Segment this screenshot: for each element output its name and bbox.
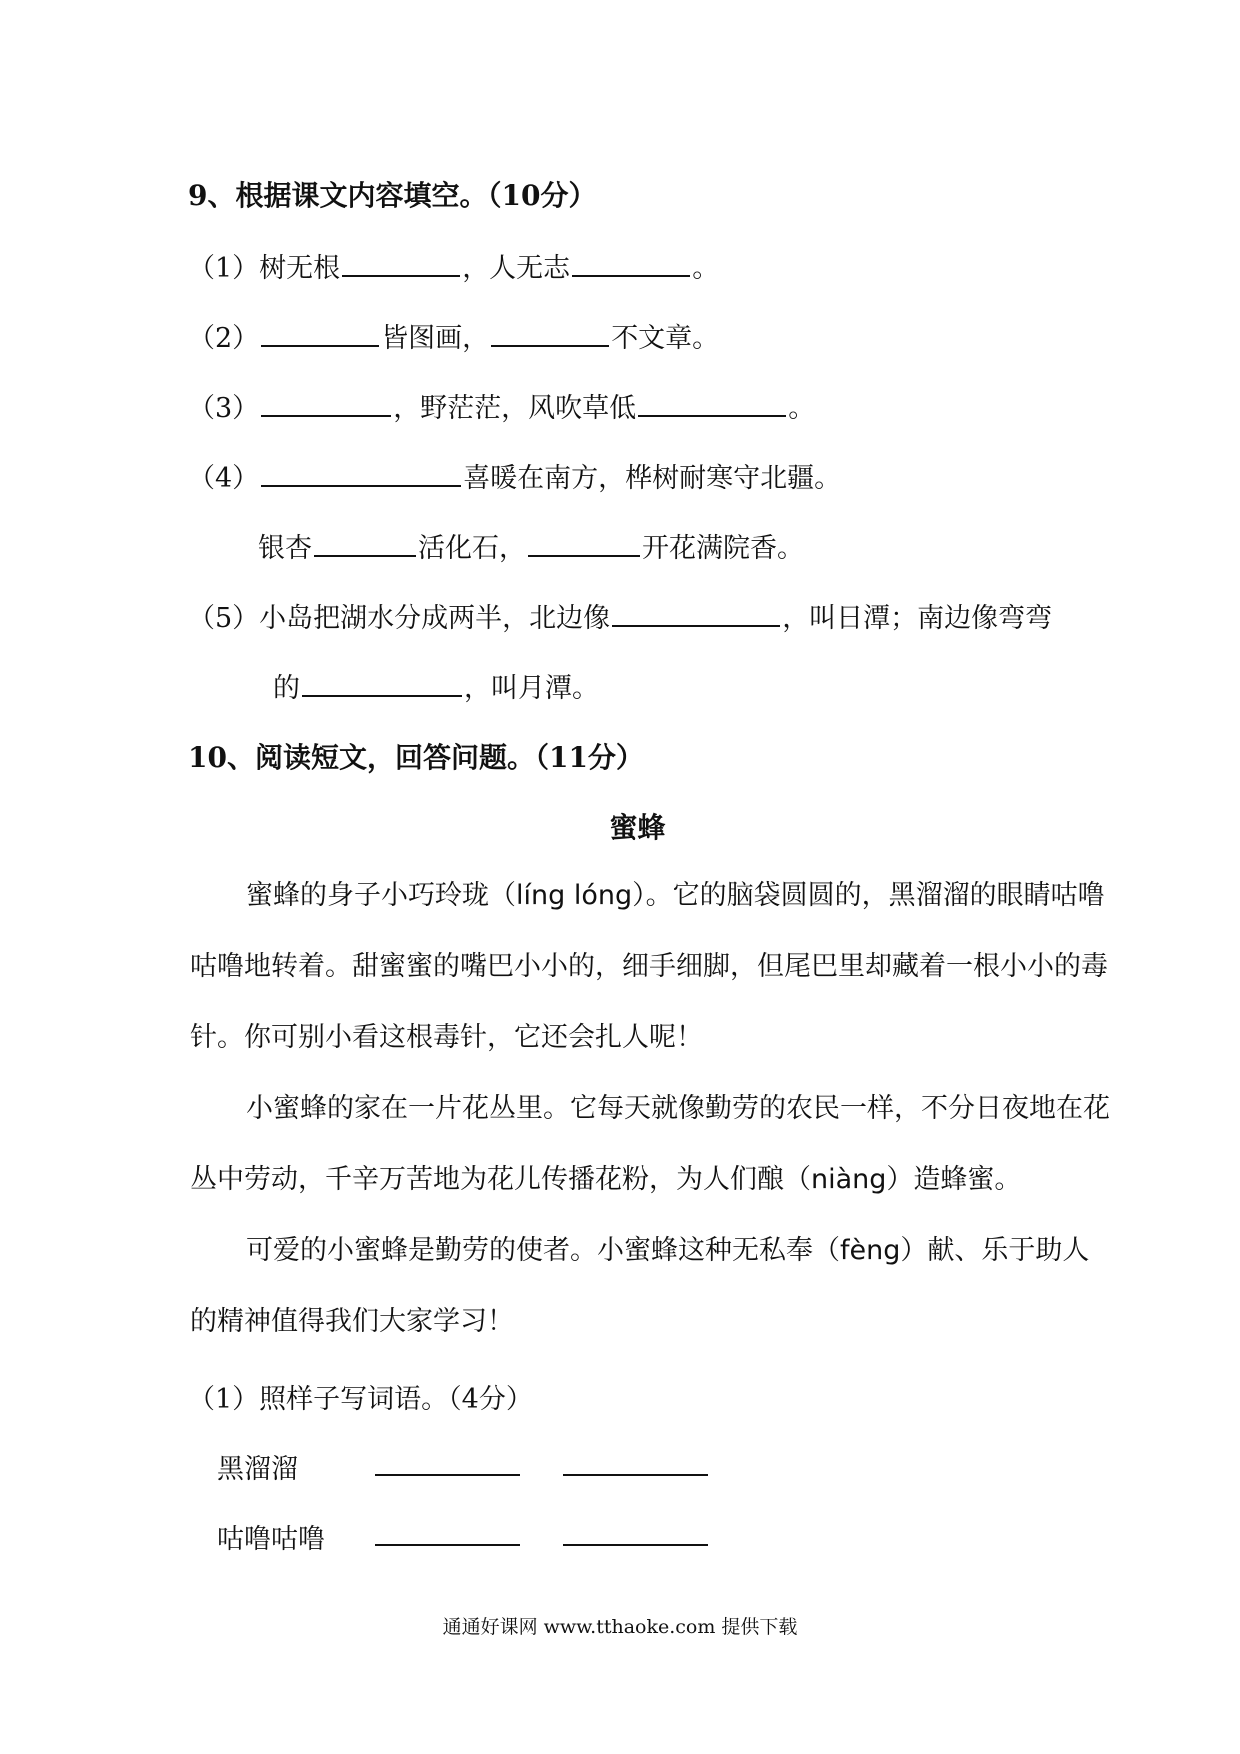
- q9-item-3-text-c: 。: [788, 393, 816, 424]
- answer-line[interactable]: [563, 1544, 708, 1546]
- fill-blank[interactable]: [638, 387, 786, 417]
- fill-blank[interactable]: [612, 597, 780, 627]
- answer-line[interactable]: [375, 1474, 520, 1476]
- q10-sub1: （1）照样子写词语。（4分）: [188, 1384, 533, 1415]
- passage-paragraph-3: 可爱的小蜜蜂是勤劳的使者。小蜜蜂这种无私奉（fèng）献、乐于助人的精神值得我们大家学习！: [190, 1235, 1090, 1337]
- q9-item-2: [188, 317, 719, 359]
- q9-item-5-text-b: ，叫日潭；南边像弯弯: [782, 603, 1053, 634]
- q10-heading: 10、阅读短文，回答问题。（11分）: [188, 741, 644, 774]
- q9-item-5-text-a: （5）小岛把湖水分成两半，北边像: [188, 603, 611, 634]
- q9-item-4: [188, 457, 841, 499]
- q9-item-2-text-c: 不文章。: [611, 323, 720, 354]
- passage-paragraph-2: 小蜜蜂的家在一片花丛里。它每天就像勤劳的农民一样，不分日夜地在花丛中劳动，千辛万苦地为花儿传播花粉，为人们酿（niàng）造蜂蜜。: [190, 1093, 1110, 1195]
- passage-paragraph-1: 蜜蜂的身子小巧玲珑（líng lóng）。它的脑袋圆圆的，黑溜溜的眼睛咕噜咕噜地转着。甜蜜蜜的嘴巴小小的，细手细脚，但尾巴里却藏着一根小小的毒针。你可别小看这根毒针，它还会扎人呢！: [190, 880, 1108, 1053]
- example-word-1: 黑溜溜: [217, 1454, 298, 1485]
- q9-item-5b: [273, 667, 599, 709]
- passage-title: 蜜蜂: [609, 811, 666, 844]
- fill-blank[interactable]: [342, 247, 460, 277]
- q9-item-3-text-b: ，野茫茫，风吹草低: [393, 393, 637, 424]
- q9-item-1-text-b: ，人无志: [462, 253, 571, 284]
- q9-item-5b-text-b: ，叫月潭。: [464, 673, 599, 704]
- fill-blank[interactable]: [261, 317, 379, 347]
- answer-line[interactable]: [563, 1474, 708, 1476]
- q9-item-5: [188, 597, 1052, 639]
- footer-credit: 通通好课网 www.tthaoke.com 提供下载: [442, 1616, 798, 1638]
- fill-blank[interactable]: [314, 527, 416, 557]
- q9-item-4b-text-a: 银杏: [258, 533, 312, 564]
- q9-item-4b-text-c: 开花满院香。: [642, 533, 804, 564]
- passage: [190, 860, 1110, 1357]
- q9-item-1-text-a: （1）树无根: [188, 253, 341, 284]
- q9-item-4-text-b: 喜暖在南方，桦树耐寒守北疆。: [463, 463, 842, 494]
- q9-item-1-text-c: 。: [692, 253, 720, 284]
- q9-item-2-text-b: 皆图画，: [381, 323, 490, 354]
- q9-item-5b-text-a: 的: [273, 673, 300, 704]
- q9-item-4-text-a: （4）: [188, 463, 260, 494]
- fill-blank[interactable]: [572, 247, 690, 277]
- fill-blank[interactable]: [302, 667, 462, 697]
- fill-blank[interactable]: [261, 387, 391, 417]
- answer-line[interactable]: [375, 1544, 520, 1546]
- fill-blank[interactable]: [528, 527, 640, 557]
- q9-item-2-text-a: （2）: [188, 323, 260, 354]
- q9-item-3-text-a: （3）: [188, 393, 260, 424]
- fill-blank[interactable]: [491, 317, 609, 347]
- q9-item-1: [188, 247, 719, 289]
- q9-heading: 9、根据课文内容填空。（10分）: [188, 179, 597, 212]
- q9-item-4b-text-b: 活化石，: [418, 533, 526, 564]
- example-word-2: 咕噜咕噜: [217, 1524, 325, 1555]
- q9-item-4b: [258, 527, 804, 569]
- fill-blank[interactable]: [261, 457, 461, 487]
- q9-item-3: [188, 387, 815, 429]
